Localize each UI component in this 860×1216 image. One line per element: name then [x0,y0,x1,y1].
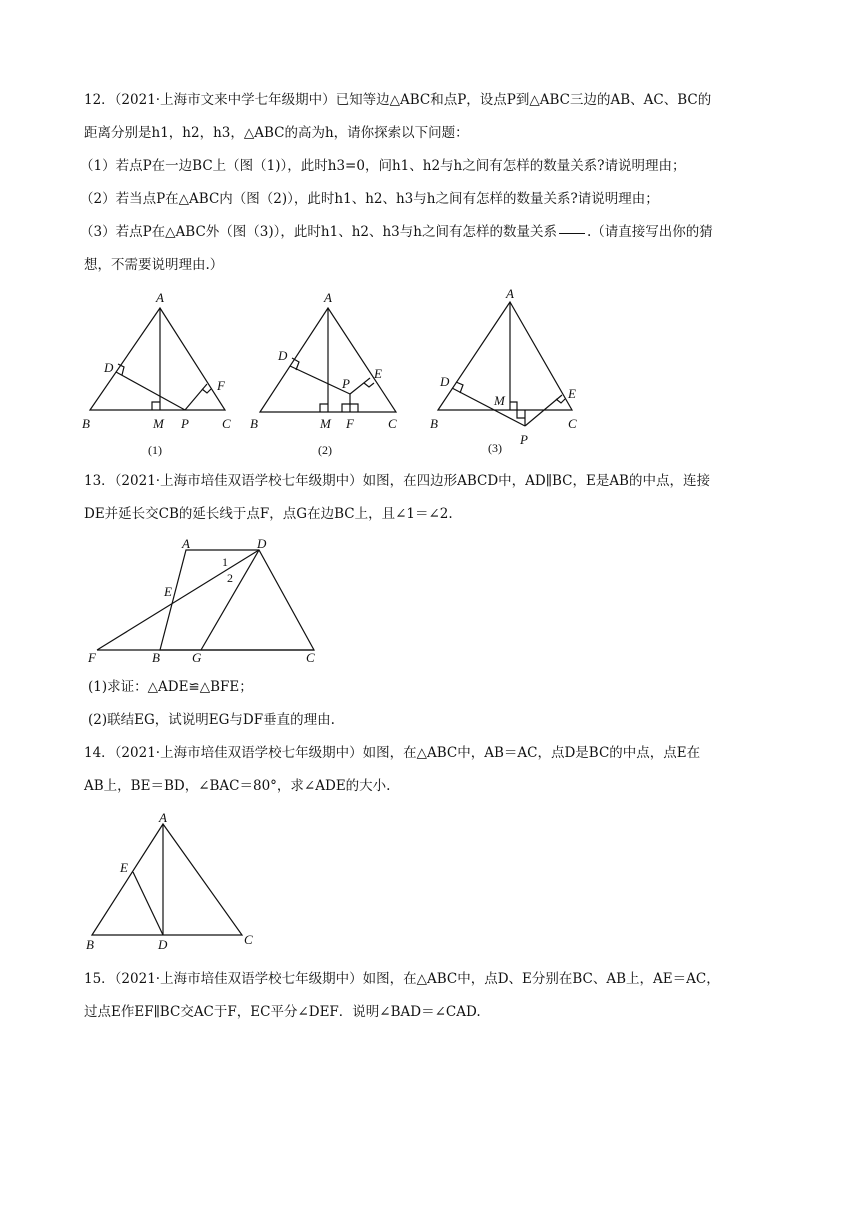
q13-sub2: (2)联结EG，试说明EG与DF垂直的理由. [88,712,335,728]
q12-part1: （1）若点P在一边BC上（图（1)），此时h3=0，问h1、h2与h之间有怎样的数量关系?请说明理由； [80,158,686,174]
q15-line1: 15．（2021·上海市培佳双语学校七年级期中）如图，在△ABC中，点D、E分别在BC、AB上，AE＝AC， [84,971,720,987]
label-f: F [346,416,354,431]
q14-line2: AB上，BE＝BD，∠BAC＝80°，求∠ADE的大小. [84,778,391,794]
q12-figure-1 [80,290,240,460]
label-m: M [320,416,331,431]
q14-line1: 14．（2021·上海市培佳双语学校七年级期中）如图，在△ABC中，AB＝AC，点D是BC的中点，点E在 [84,745,701,761]
q12-line6: 想，不需要说明理由.） [84,257,224,273]
figure-caption: (2) [318,443,332,457]
label-c: C [388,416,397,431]
label-p: P [342,376,350,391]
triangle-abc [92,824,242,935]
label-e: E [374,366,382,381]
label-c: C [244,932,253,947]
perp-pd [452,388,525,426]
label-b: B [430,416,438,431]
line-gd [201,550,259,650]
label-a: A [324,290,332,305]
trapezoid-abcd [160,550,314,650]
q12-figure-3 [430,288,590,458]
label-a: A [159,810,167,825]
figure-caption: (3) [488,441,502,455]
q13-line2: DE并延长交CB的延长线于点F，点G在边BC上，且∠1＝∠2. [84,506,453,522]
label-a: A [182,536,190,551]
q15-line2: 过点E作EF∥BC交AC于F，EC平分∠DEF．说明∠BAD＝∠CAD. [84,1004,481,1020]
label-b: B [82,416,90,431]
q12-line2: 距离分别是h1，h2，h3，△ABC的高为h，请你探索以下问题： [84,125,469,141]
right-angle-mark [320,404,328,412]
right-angle-mark [556,399,565,403]
line-fd [97,550,259,650]
label-f: F [217,378,225,393]
label-d: D [257,536,267,551]
right-angle-mark [202,389,211,393]
label-m: M [494,393,505,408]
triangle-abc [438,302,572,410]
q14-figure [82,810,272,950]
label-c: C [306,650,315,665]
right-angle-mark [152,402,160,410]
label-f: F [88,650,96,665]
label-g: G [192,650,202,665]
q12-part3 [80,217,780,247]
q12-line1: 12．（2021·上海市文来中学七年级期中）已知等边△ABC和点P，设点P到△ABC三边的AB、AC、BC的 [84,92,712,108]
q13-line1: 13．（2021·上海市培佳双语学校七年级期中）如图，在四边形ABCD中，AD∥BC，E是AB的中点，连接 [84,473,710,489]
label-d: D [104,360,114,375]
q12-part2: （2）若当点P在△ABC内（图（2)），此时h1、h2、h3与h之间有怎样的数量关系?请说明理由； [80,191,659,207]
label-a: A [506,286,514,301]
label-d: D [158,937,168,952]
right-angle-mark [364,383,374,387]
label-p: P [520,432,528,447]
label-e: E [120,860,128,875]
label-c: C [222,416,231,431]
right-angle-mark [517,410,525,418]
angle-1-label: 1 [222,555,228,569]
q13-sub1: (1)求证：△ADE≌△BFE； [88,679,253,695]
perp-pd [290,366,350,394]
answer-blank [559,232,585,234]
label-d: D [440,374,450,389]
perp-pd [116,372,185,410]
label-a: A [156,290,164,305]
label-b: B [152,650,160,665]
label-b: B [250,416,258,431]
label-p: P [181,416,189,431]
right-angle-mark [510,402,517,410]
label-e: E [568,386,576,401]
line-ed [133,872,163,935]
q13-figure [82,538,342,666]
label-c: C [568,416,577,431]
q12-part3-tail: .（请直接写出你的猜 [586,224,713,240]
label-e: E [164,584,172,599]
label-d: D [278,348,288,363]
label-m: M [153,416,164,431]
q12-part3-text: （3）若点P在△ABC外（图（3)），此时h1、h2、h3与h之间有怎样的数量关系 [80,224,557,240]
perp-pf [185,384,207,410]
q12-figure-2 [250,290,410,460]
figure-caption: (1) [148,443,162,457]
angle-2-label: 2 [227,571,233,585]
label-b: B [86,937,94,952]
